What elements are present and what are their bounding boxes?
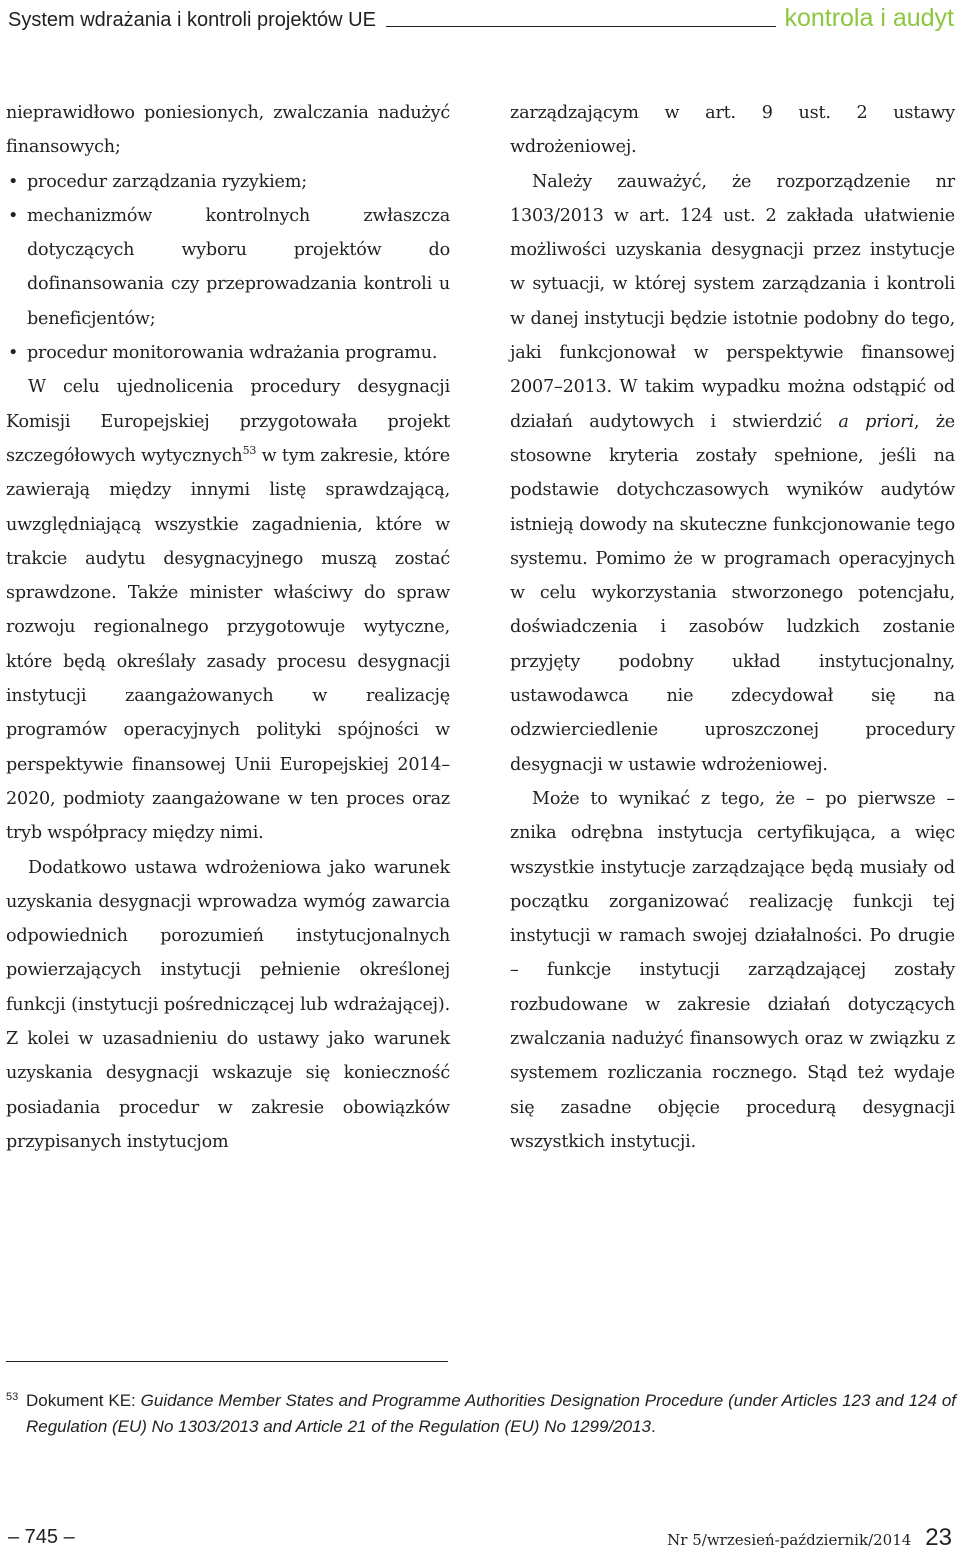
- paragraph-text: W celu ujednolicenia procedury desygnacji Komisji Europejskiej przygotowała projekt szczegółowych wytycznych: [6, 377, 450, 466]
- bullet-icon: •: [8, 343, 19, 364]
- right-continuation-text: zarządzającym w art. 9 ust. 2 ustawy wdrożeniowej.: [510, 103, 955, 158]
- paragraph-text: w tym zakresie, które zawierają między innymi listę sprawdzającą, uwzględniającą wszystkie zagadnienia, które w trakcie audytu desygnacyjnego muszą zostać sprawdzone. Także minister właściwy do spraw rozwoju regionalnego przygotowuje wytyczne, które będą określały zasady procesu desygnacji instytucji zaangażowanych w realizację programów operacyjnych polityki spójności w perspektywie finansowej Unii Europejskiej 2014–2020, podmioty zaangażowane w ten proces oraz tryb współpracy między nimi.: [6, 445, 450, 844]
- body-paragraph: [6, 370, 450, 850]
- bullet-text: procedur monitorowania wdrażania programu.: [27, 343, 438, 364]
- footnote-prefix: Dokument KE:: [26, 1391, 141, 1410]
- paragraph-text: Należy zauważyć, że rozporządzenie nr 1303/2013 w art. 124 ust. 2 zakłada ułatwienie możliwości uzyskania desygnacji przez instytucje w sytuacji, w której system zarządzania i kontroli w danej instytucji będzie istotnie podobny do tego, jaki funkcjonował w perspektywie finansowej 2007–2013. W takim wypadku można odstąpić od działań audytowych i stwierdzić: [510, 171, 955, 432]
- header-category: kontrola i audyt: [784, 4, 954, 32]
- footnote-reference[interactable]: 53: [242, 444, 257, 458]
- bullet-icon: •: [8, 171, 19, 192]
- footer-right: [667, 1524, 952, 1552]
- header-section-title: System wdrażania i kontroli projektów UE: [8, 9, 376, 31]
- bullet-item: [6, 336, 450, 370]
- issue-label: Nr 5/wrzesień-październik/2014: [667, 1531, 912, 1549]
- left-continuation-text: nieprawidłowo poniesionych, zwalczania nadużyć finansowych;: [6, 103, 450, 158]
- body-paragraph: Dodatkowo ustawa wdrożeniowa jako warunek uzyskania desygnacji wprowadza wymóg zawarcia odpowiednich porozumień instytucjonalnych powierzających instytucji pełnienie określonej funkcji (instytucji pośredniczącej lub wdrażającej). Z kolei w uzasadnieniu do ustawy jako warunek uzyskania desygnacji wskazuje się konieczność posiadania procedur w zakresie obowiązków przypisanych instytucjom: [6, 857, 450, 1152]
- left-column: [6, 96, 450, 1159]
- right-column: [510, 96, 955, 1159]
- page-number: 23: [925, 1524, 952, 1551]
- bullet-text: procedur zarządzania ryzykiem;: [27, 171, 307, 192]
- bullet-item: [6, 165, 450, 199]
- footnote-number: 53: [6, 1391, 19, 1403]
- footnote: [6, 1388, 956, 1440]
- bullet-text: mechanizmów kontrolnych zwłaszcza dotyczących wyboru projektów do dofinansowania czy przeprowadzania kontroli u beneficjentów;: [27, 205, 450, 329]
- bullet-item: [6, 199, 450, 336]
- header-rule: [386, 26, 777, 27]
- body-paragraph: Może to wynikać z tego, że – po pierwsze – znika odrębna instytucja certyfikująca, a więc wszystkie instytucje zarządzające będą musiały od początku zorganizować realizację funkcji tej instytucji w ramach swojej działalności. Po drugie – funkcje instytucji zarządzającej zostały rozbudowane w zakresie działań dotyczących zwalczania nadużyć finansowych oraz w związku z systemem rozliczania rocznego. Stąd też wydaje się zasadne objęcie procedurą desygnacji wszystkich instytucji.: [510, 788, 955, 1152]
- running-header: [8, 0, 954, 32]
- bullet-list: [6, 165, 450, 371]
- bullet-icon: •: [8, 205, 19, 226]
- italic-phrase: a priori: [838, 411, 914, 432]
- footnote-suffix: .: [650, 1417, 656, 1436]
- footnote-rule: [6, 1361, 448, 1362]
- footnote-italic-title: Guidance Member States and Programme Authorities Designation Procedure (under Articles 123 and 124 of Regulation (EU) No 1303/2013 and Article 21 of the Regulation (EU) No 1299/2013: [26, 1391, 957, 1436]
- footnote-body: [26, 1388, 956, 1440]
- journal-page-marker: – 745 –: [8, 1526, 75, 1548]
- paragraph-text: , że stosowne kryteria zostały spełnione, jeśli na podstawie dotychczasowych wyników audytów istnieją dowody na skuteczne funkcjonowanie tego systemu. Pomimo że w programach operacyjnych w celu wykorzystania stworzonego potencjału, doświadczenia i zasobów ludzkich zostanie przyjęty podobny układ instytucjonalny, ustawodawca nie zdecydował się na odzwierciedlenie uproszczonej procedury desygnacji w ustawie wdrożeniowej.: [510, 411, 955, 775]
- body-paragraph: [510, 165, 955, 782]
